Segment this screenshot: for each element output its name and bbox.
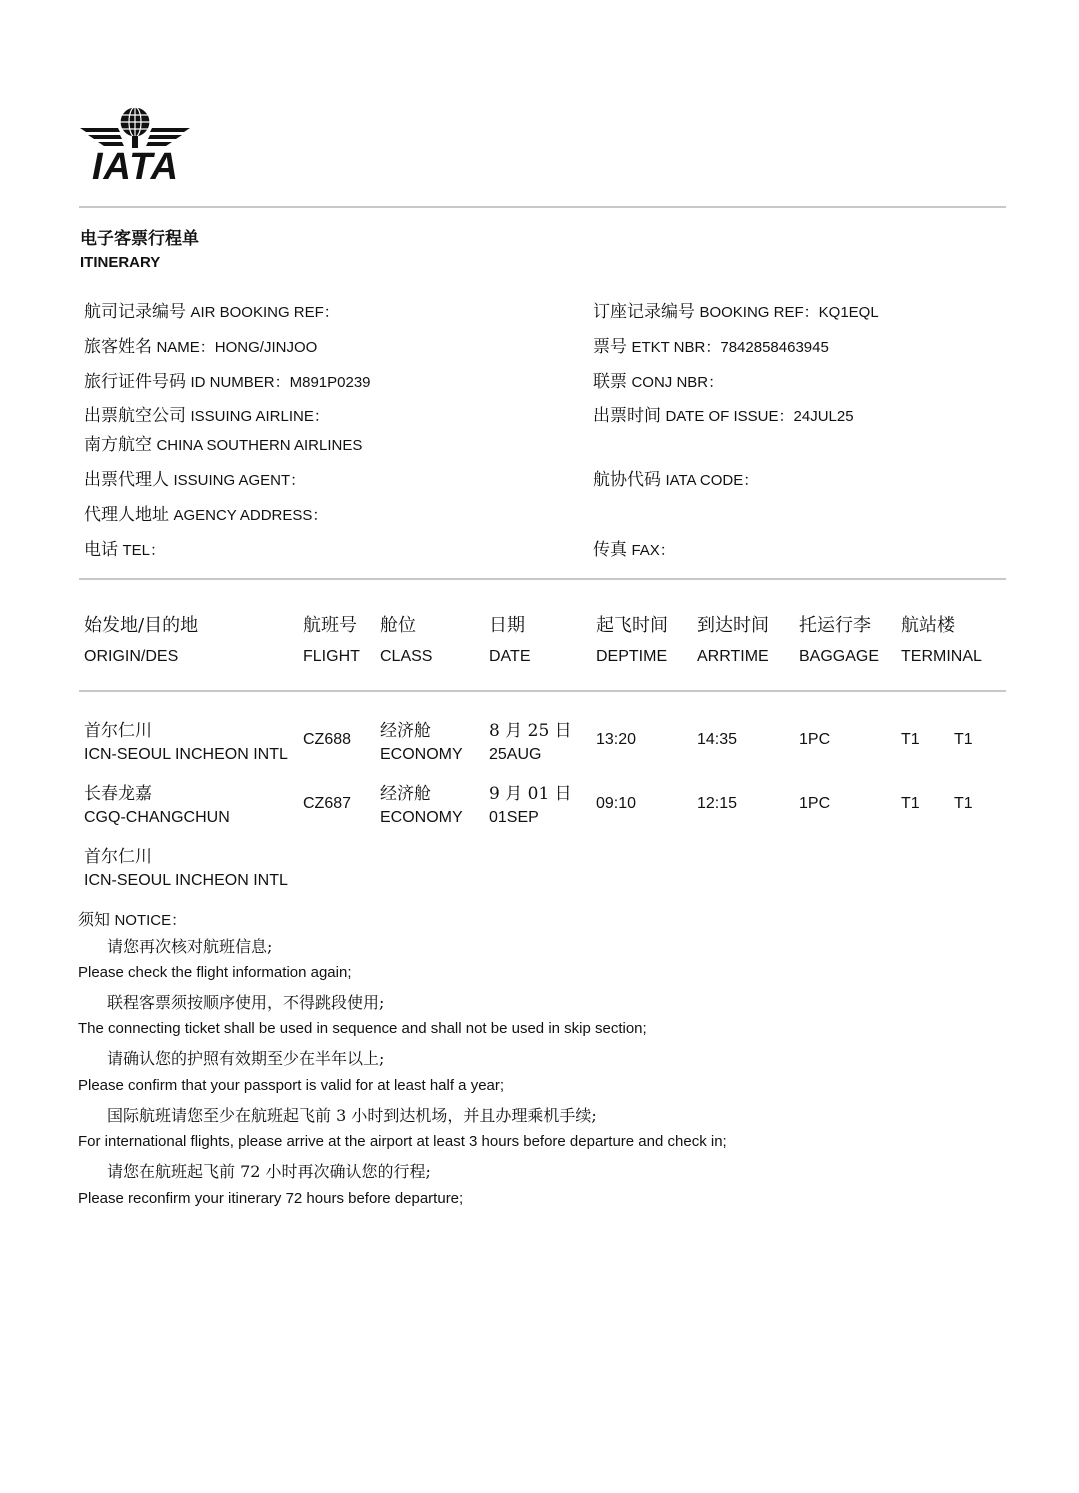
date-of-issue-value: 24JUL25	[793, 408, 854, 425]
col-header-deptime-en: DEPTIME	[596, 648, 668, 665]
iata-logo	[78, 100, 194, 188]
notice-title: 须知 NOTICE：	[78, 910, 187, 929]
notice-item-zh: 国际航班请您至少在航班起飞前 3 小时到达机场，并且办理乘机手续;	[107, 1106, 597, 1125]
field-date-of-issue: 出票时间 DATE OF ISSUE：24JUL25	[593, 406, 854, 426]
col-header-date-en: DATE	[489, 648, 531, 665]
field-name: 旅客姓名 NAME：HONG/JINJOO	[84, 337, 318, 357]
col-header-date-zh: 日期	[489, 615, 525, 636]
row2-baggage: 1PC	[799, 795, 831, 812]
col-header-terminal-en: TERMINAL	[901, 648, 982, 665]
document-subtitle: ITINERARY	[80, 254, 161, 271]
col-header-arrtime-en: ARRTIME	[697, 648, 769, 665]
field-tel: 电话 TEL：	[84, 540, 165, 560]
row1-class-zh: 经济舱	[380, 721, 431, 741]
col-header-arrtime-zh: 到达时间	[697, 615, 769, 636]
field-etkt-nbr: 票号 ETKT NBR：7842858463945	[593, 337, 829, 357]
row1-flight: CZ688	[303, 731, 352, 748]
row1-origin-en: ICN-SEOUL INCHEON INTL	[84, 746, 288, 763]
field-conj-nbr: 联票 CONJ NBR：	[593, 372, 724, 392]
field-issuing-airline: 出票航空公司 ISSUING AIRLINE：	[84, 406, 329, 426]
notice-item-en: Please reconfirm your itinerary 72 hours before departure;	[78, 1190, 464, 1207]
notice-item-en: The connecting ticket shall be used in sequence and shall not be used in skip section;	[78, 1020, 647, 1037]
row2-date-en: 01SEP	[489, 809, 539, 826]
field-iata-code: 航协代码 IATA CODE：	[593, 470, 759, 490]
notice-item-zh: 请确认您的护照有效期至少在半年以上;	[107, 1049, 385, 1068]
fields-divider	[79, 578, 1006, 580]
row2-arrtime: 12:15	[697, 795, 738, 812]
notice-item-zh: 请您在航班起飞前 72 小时再次确认您的行程;	[107, 1162, 431, 1181]
notice-item-zh: 联程客票须按顺序使用，不得跳段使用;	[107, 993, 385, 1012]
id-number-value: M891P0239	[289, 374, 371, 391]
col-header-terminal-zh: 航站楼	[901, 615, 955, 636]
row2-date-zh: 9 月 01 日	[489, 784, 572, 804]
row1-date-zh: 8 月 25 日	[489, 721, 572, 741]
notice-item-zh: 请您再次核对航班信息;	[107, 937, 273, 956]
final-destination-zh: 首尔仁川	[84, 847, 152, 867]
col-header-class-zh: 舱位	[380, 615, 416, 636]
row2-class-en: ECONOMY	[380, 809, 463, 826]
booking-ref-value: KQ1EQL	[818, 304, 879, 321]
col-header-baggage-en: BAGGAGE	[799, 648, 880, 665]
notice-item-en: Please confirm that your passport is valid for at least half a year;	[78, 1077, 505, 1094]
field-issuing-airline-value: 南方航空 CHINA SOUTHERN AIRLINES	[84, 435, 363, 455]
col-header-flight-en: FLIGHT	[303, 648, 360, 665]
notice-item-en: For international flights, please arrive at the airport at least 3 hours before departure and check in;	[78, 1133, 727, 1150]
col-header-baggage-zh: 托运行李	[799, 615, 871, 636]
row2-flight: CZ687	[303, 795, 352, 812]
row1-date-en: 25AUG	[489, 746, 542, 763]
row1-deptime: 13:20	[596, 731, 637, 748]
iata-logo-text: IATA	[92, 146, 180, 188]
row1-origin-zh: 首尔仁川	[84, 721, 152, 741]
row2-origin-zh: 长春龙嘉	[84, 784, 152, 804]
row1-terminal-dep: T1	[901, 731, 920, 748]
row2-terminal-arr: T1	[954, 795, 973, 812]
top-divider	[79, 206, 1006, 208]
notice-item-en: Please check the flight information again;	[78, 964, 352, 981]
row1-baggage: 1PC	[799, 731, 831, 748]
field-air-booking-ref: 航司记录编号 AIR BOOKING REF：	[84, 302, 339, 322]
passenger-name: HONG/JINJOO	[214, 339, 318, 356]
row1-terminal-arr: T1	[954, 731, 973, 748]
col-header-class-en: CLASS	[380, 648, 433, 665]
row1-arrtime: 14:35	[697, 731, 738, 748]
row2-class-zh: 经济舱	[380, 784, 431, 804]
etkt-nbr-value: 7842858463945	[720, 339, 829, 356]
col-header-deptime-zh: 起飞时间	[596, 615, 668, 636]
table-header-divider	[79, 690, 1006, 692]
row1-class-en: ECONOMY	[380, 746, 463, 763]
row2-terminal-dep: T1	[901, 795, 920, 812]
row2-deptime: 09:10	[596, 795, 637, 812]
field-agency-address: 代理人地址 AGENCY ADDRESS：	[84, 505, 328, 525]
col-header-origin-zh: 始发地/目的地	[84, 615, 199, 636]
row2-origin-en: CGQ-CHANGCHUN	[84, 809, 230, 826]
col-header-flight-zh: 航班号	[303, 615, 357, 636]
final-destination-en: ICN-SEOUL INCHEON INTL	[84, 872, 288, 889]
document-title: 电子客票行程单	[80, 229, 199, 248]
field-fax: 传真 FAX：	[593, 540, 675, 560]
field-id-number: 旅行证件号码 ID NUMBER：M891P0239	[84, 372, 371, 392]
col-header-origin-en: ORIGIN/DES	[84, 648, 179, 665]
field-booking-ref: 订座记录编号 BOOKING REF：KQ1EQL	[593, 302, 879, 322]
field-issuing-agent: 出票代理人 ISSUING AGENT：	[84, 470, 306, 490]
